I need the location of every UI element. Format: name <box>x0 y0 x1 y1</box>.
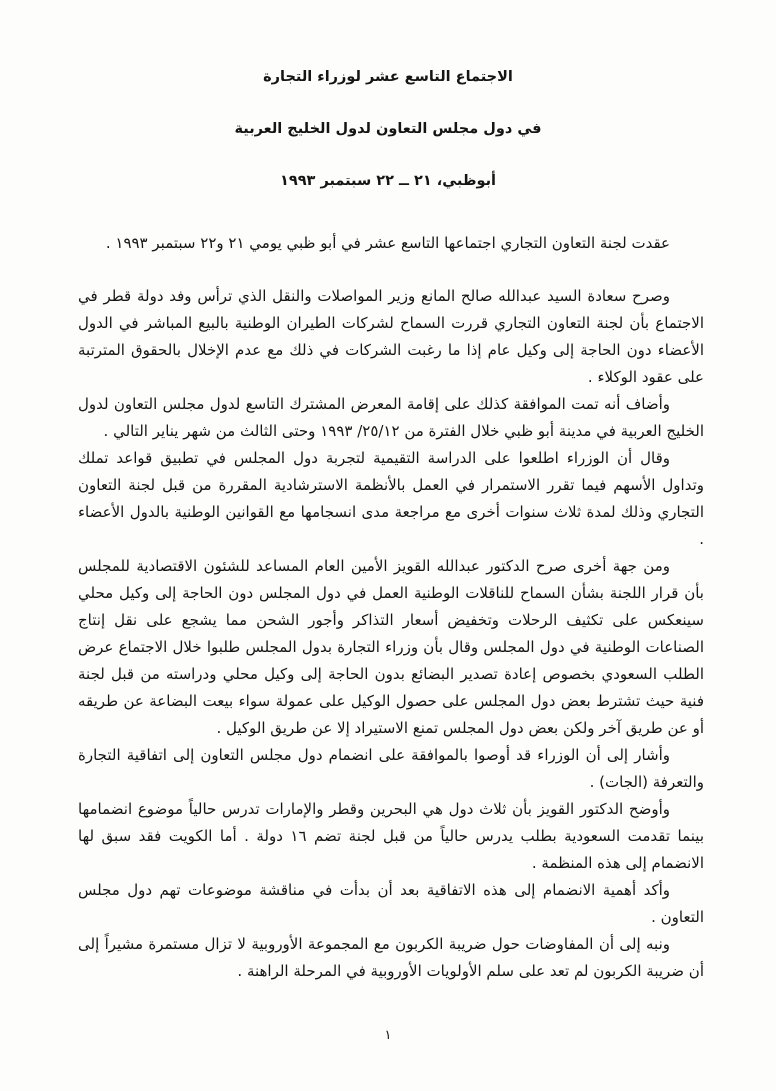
page-number: ١ <box>384 1028 392 1043</box>
paragraph: وأشار إلى أن الوزراء قد أوصوا بالموافقة على انضمام دول مجلس التعاون إلى اتفاقية التجارة والتعرفة (الجات) . <box>78 745 704 791</box>
paragraph: وصرح سعادة السيد عبدالله صالح المانع وزير المواصلات والنقل الذي ترأس وفد دولة قطر في الاجتماع بأن لجنة التعاون التجاري قررت السماح لشركات الطيران الوطنية بالبيع المباشر في الدول الأعضاء دون الحاجة إلى وكيل عام إذا ما رغبت الشركات في ذلك مع عدم الإخلال بالحقوق المترتبة على عقود الوكلاء . <box>78 286 704 386</box>
document-title-line-2: في دول مجلس التعاون لدول الخليج العربية <box>234 120 542 137</box>
document-header <box>0 0 776 190</box>
paragraph: وأضاف أنه تمت الموافقة كذلك على إقامة المعرض المشترك التاسع لدول مجلس التعاون لدول الخليج العربية في مدينة أبو ظبي خلال الفترة من ٢٥/١٢/ ١٩٩٣ وحتى الثالث من شهر يناير التالي . <box>78 394 704 440</box>
paragraph: وأكد أهمية الانضمام إلى هذه الاتفاقية بعد أن بدأت في مناقشة موضوعات تهم دول مجلس التعاون . <box>78 880 704 926</box>
document-title-line-1: الاجتماع التاسع عشر لوزراء التجارة <box>263 69 513 85</box>
paragraph: عقدت لجنة التعاون التجاري اجتماعها التاسع عشر في أبو ظبي يومي ٢١ و٢٢ سبتمبر ١٩٩٣ . <box>105 233 670 252</box>
document-title-line-3: أبوظبي، ٢١ ــ ٢٢ سبتمبر ١٩٩٣ <box>280 172 496 189</box>
paragraph: وأوضح الدكتور القويز بأن ثلاث دول هي البحرين وقطر والإمارات تدرس حالياً موضوع انضمامها بينما تقدمت السعودية بطلب يدرس حالياً من قبل لجنة تضم ١٦ دولة . أما الكويت فقد سبق لها الانضمام إلى هذه المنظمة . <box>78 799 704 872</box>
paragraph: ومن جهة أخرى صرح الدكتور عبدالله القويز الأمين العام المساعد للشئون الاقتصادية للمجلس بأن قرار اللجنة بشأن السماح للناقلات الوطنية العمل في دول المجلس دون الحاجة إلى وكيل محلي سينعكس على تكثيف الرحلات وتخفيض أسعار التذاكر وأجور الشحن مما يشجع على نقل إنتاج الصناعات الوطنية في دول المجلس وقال بأن وزراء التجارة بدول المجلس طلبوا خلال الاجتماع عرض الطلب السعودي بخصوص إعادة تصدير البضائع بدون الحاجة إلى وكيل محلي ودراسته من قبل لجنة فنية حيث تشترط بعض دول المجلس على حصول الوكيل على عمولة سواء بيعت البضاعة عن طريقه أو عن طريق آخر ولكن بعض دول المجلس تمنع الاستيراد إلا عن طريق الوكيل . <box>78 556 704 737</box>
paragraph: وقال أن الوزراء اطلعوا على الدراسة التقيمية لتجربة دول المجلس في تطبيق قواعد تملك وتداول الأسهم فيما تقرر الاستمرار في العمل بالأنظمة الاسترشادية المقررة من قبل لجنة التعاون التجاري وذلك لمدة ثلاث سنوات أخرى مع مراجعة مدى انسجامها مع القوانين الوطنية بالدول الأعضاء . <box>78 448 704 548</box>
paragraph: ونبه إلى أن المفاوضات حول ضريبة الكربون مع المجموعة الأوروبية لا تزال مستمرة مشيراً إلى أن ضريبة الكربون لم تعد على سلم الأولويات الأوروبية في المرحلة الراهنة . <box>78 934 704 980</box>
document-body <box>78 230 704 985</box>
